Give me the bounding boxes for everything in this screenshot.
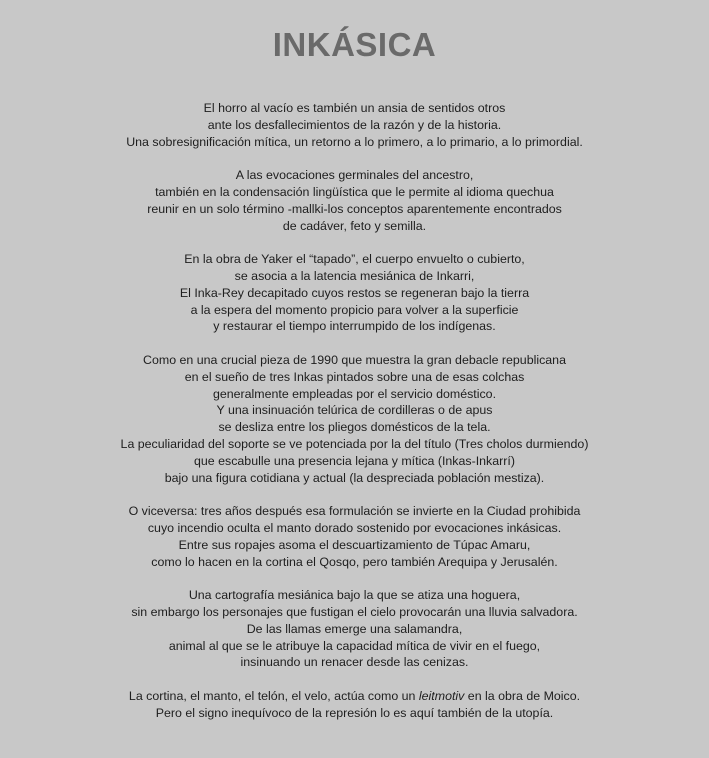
- text-line: se asocia a la latencia mesiánica de Inkarri,: [234, 268, 475, 283]
- text-line: a la espera del momento propicio para volver a la superficie: [190, 302, 519, 317]
- text-line: Y una insinuación telúrica de cordilleras o de apus: [216, 403, 493, 418]
- text-line: Una sobresignificación mítica, un retorno a lo primero, a lo primario, a lo primordial.: [126, 134, 583, 149]
- text-line: como lo hacen en la cortina el Qosqo, pero también Arequipa y Jerusalén.: [151, 554, 558, 569]
- text-line: en el sueño de tres Inkas pintados sobre una de esas colchas: [184, 369, 525, 384]
- stanza-1: [0, 100, 709, 150]
- text-line: En la obra de Yaker el “tapado”, el cuerpo envuelto o cubierto,: [184, 252, 525, 267]
- text-line: Como en una crucial pieza de 1990 que muestra la gran debacle republicana: [143, 352, 566, 367]
- text-line: bajo una figura cotidiana y actual (la despreciada población mestiza).: [164, 470, 545, 485]
- text-line: también en la condensación lingüística que le permite al idioma quechua: [155, 184, 554, 199]
- stanza-4: [0, 352, 709, 486]
- text-segment: en la obra de Moico.: [464, 688, 581, 703]
- text-line: animal al que se le atribuye la capacidad mítica de vivir en el fuego,: [168, 638, 541, 653]
- stanza-3: [0, 251, 709, 335]
- stanza-6: [0, 587, 709, 671]
- page-title: INKÁSICA: [272, 26, 437, 63]
- text-line: Pero el signo inequívoco de la represión lo es aquí también de la utopía.: [155, 705, 554, 720]
- poem-body: [0, 100, 709, 738]
- italic-term: leitmotiv: [418, 688, 465, 703]
- text-line: [0, 688, 709, 705]
- stanza-5: [0, 503, 709, 570]
- stanza-closing: [0, 688, 709, 722]
- text-line: insinuando un renacer desde las cenizas.: [240, 655, 469, 670]
- stanza-2: [0, 167, 709, 234]
- text-line: Una cartografía mesiánica bajo la que se atiza una hoguera,: [188, 588, 521, 603]
- text-line: ante los desfallecimientos de la razón y de la historia.: [207, 117, 502, 132]
- text-line: generalmente empleadas por el servicio doméstico.: [212, 386, 497, 401]
- text-line: La peculiaridad del soporte se ve potenciada por la del título (Tres cholos durmiendo): [120, 436, 589, 451]
- text-line: Entre sus ropajes asoma el descuartizamiento de Túpac Amaru,: [178, 537, 531, 552]
- text-line: y restaurar el tiempo interrumpido de los indígenas.: [213, 319, 496, 334]
- text-line: se desliza entre los pliegos domésticos de la tela.: [218, 420, 491, 435]
- text-line: El horro al vacío es también un ansia de sentidos otros: [203, 101, 506, 115]
- text-line: que escabulle una presencia lejana y mítica (Inkas-Inkarrí): [194, 453, 515, 468]
- text-line: de cadáver, feto y semilla.: [282, 218, 427, 233]
- text-line: O viceversa: tres años después esa formulación se invierte en la Ciudad prohibida: [128, 504, 581, 519]
- text-segment: La cortina, el manto, el telón, el velo, actúa como un: [128, 688, 419, 703]
- text-line: El Inka-Rey decapitado cuyos restos se regeneran bajo la tierra: [179, 285, 530, 300]
- text-line: De las llamas emerge una salamandra,: [246, 621, 463, 636]
- text-line: A las evocaciones germinales del ancestro,: [235, 168, 474, 183]
- text-line: reunir en un solo término -mallki-los conceptos aparentemente encontrados: [147, 201, 562, 216]
- text-line: cuyo incendio oculta el manto dorado sostenido por evocaciones inkásicas.: [147, 520, 562, 535]
- text-line: sin embargo los personajes que fustigan el cielo provocarán una lluvia salvadora.: [131, 604, 578, 619]
